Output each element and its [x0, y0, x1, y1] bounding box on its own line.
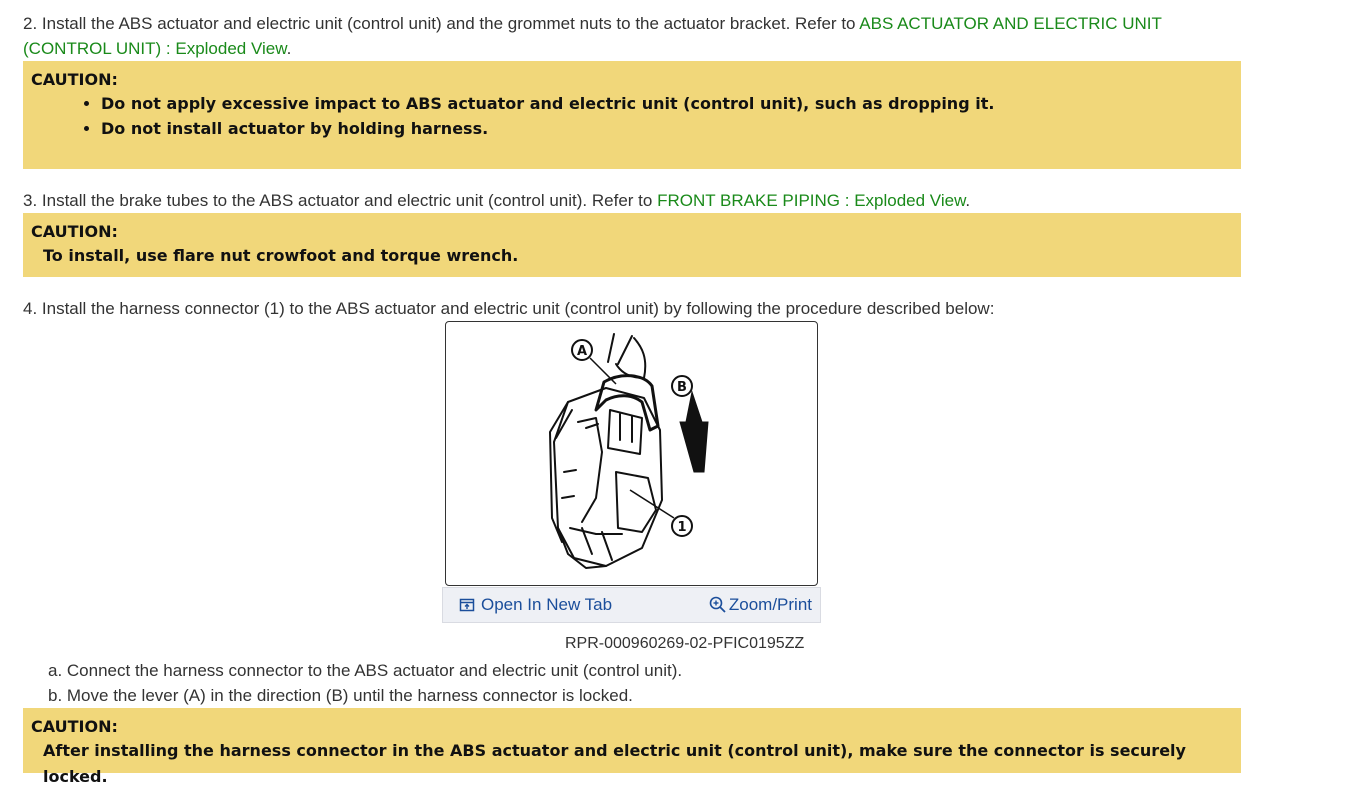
- caution-title: CAUTION:: [31, 70, 118, 89]
- abs-actuator-exploded-view-link[interactable]: ABS ACTUATOR AND ELECTRIC UNIT (CONTROL UNIT) : Exploded View: [23, 14, 1162, 58]
- substep-a: a. Connect the harness connector to the ABS actuator and electric unit (control unit).: [48, 661, 683, 680]
- front-brake-piping-link[interactable]: FRONT BRAKE PIPING : Exploded View: [657, 191, 966, 210]
- caution-item: • Do not apply excessive impact to ABS actuator and electric unit (control unit), such as dropping it.: [101, 91, 1233, 116]
- step-3: [23, 188, 970, 213]
- harness-connector-illustration[interactable]: [445, 321, 818, 586]
- open-in-new-tab-label: Open In New Tab: [481, 595, 613, 614]
- connector-drawing: [446, 322, 817, 585]
- caution-text: After installing the harness connector in the ABS actuator and electric unit (control unit), make sure the connector is securely locked.: [43, 741, 1186, 786]
- caution-title: CAUTION:: [31, 222, 118, 241]
- open-new-tab-icon: [459, 597, 475, 613]
- figure-caption: RPR-000960269-02-PFIC0195ZZ: [565, 635, 805, 652]
- open-in-new-tab-button[interactable]: [459, 595, 612, 615]
- step-3-text: 3. Install the brake tubes to the ABS actuator and electric unit (control unit). Refer to: [23, 191, 658, 210]
- zoom-print-label: Zoom/Print: [728, 595, 812, 614]
- step-2-end: .: [286, 39, 292, 58]
- caution-box-3: [23, 708, 1241, 786]
- callout-b-label: B: [677, 380, 687, 395]
- caution-text: To install, use flare nut crowfoot and torque wrench.: [43, 246, 519, 265]
- substep-b: b. Move the lever (A) in the direction (B) until the harness connector is locked.: [48, 686, 633, 705]
- callout-a-label: A: [576, 344, 588, 359]
- step-3-end: .: [965, 191, 971, 210]
- step-4: 4. Install the harness connector (1) to the ABS actuator and electric unit (control unit) by following the procedure described below:: [23, 299, 995, 318]
- figure-container: [442, 321, 821, 623]
- zoom-in-icon: [709, 596, 727, 614]
- caution-box-1: [23, 61, 1241, 169]
- step-2-text: 2. Install the ABS actuator and electric unit (control unit) and the grommet nuts to the actuator bracket. Refer to: [23, 14, 860, 33]
- step-2: [23, 11, 1263, 61]
- zoom-print-button[interactable]: [709, 595, 812, 615]
- callout-1-label: 1: [677, 520, 687, 535]
- caution-list: [31, 91, 1233, 141]
- caution-title: CAUTION:: [31, 717, 118, 736]
- caution-item: • Do not install actuator by holding harness.: [101, 116, 1233, 141]
- figure-toolbar: [442, 587, 821, 623]
- caution-box-2: [23, 213, 1241, 277]
